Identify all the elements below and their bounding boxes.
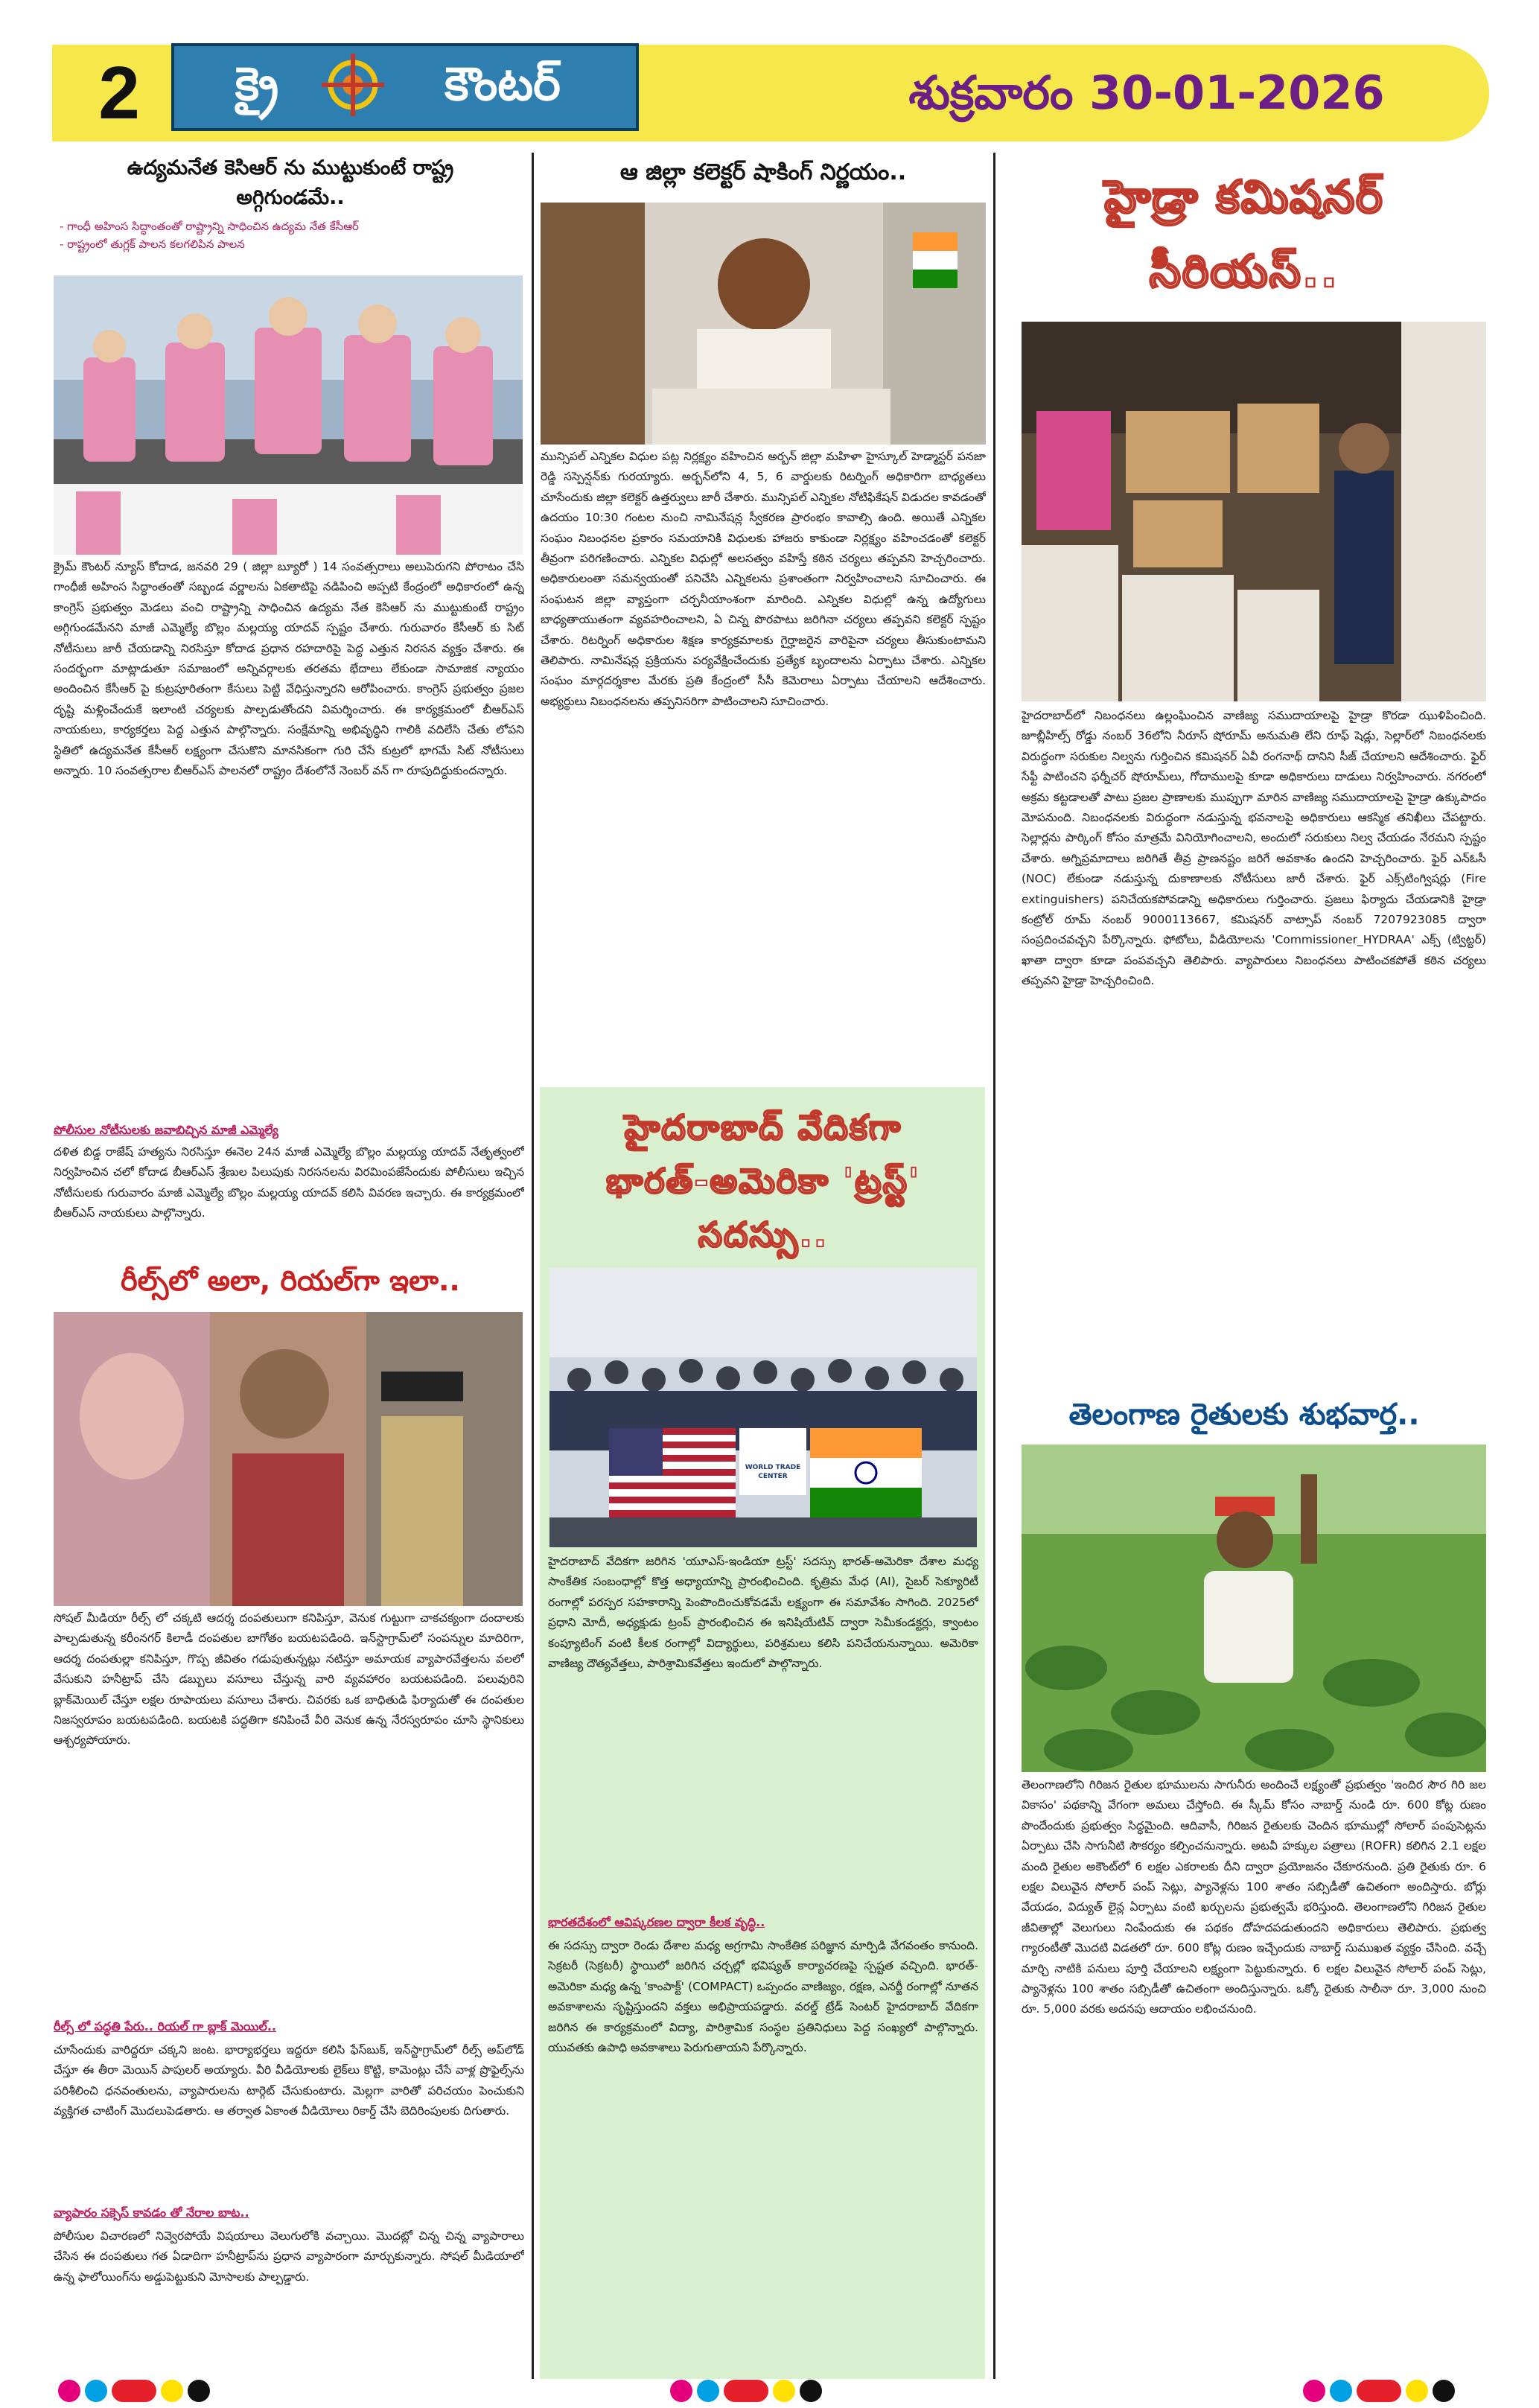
summit-body-2: ఈ సదస్సు ద్వారా రెండు దేశాల మధ్య అగ్రగామి సాంకేతిక పరిజ్ఞాన మార్పిడి వేగవంతం కానుంది. సెక్రటరీ (సెక్రటరీ) స్థాయిలో జరిగిన చర్చల్లో భవిష్యత్ కార్యాచరణపై స్పష్టత వచ్చింది. భారత్-అమెరికా మధ్య ఉన్న 'కాంపాక్ట్' (COMPACT) ఒప్పందం వాణిజ్యం, రక్షణ, ఎనర్జీ రంగాల్లో నూతన అవకాశాలను సృష్టిస్తుందని వక్తలు అభిప్రాయపడ్డారు. వరల్డ్ ట్రేడ్ సెంటర్ హైదరాబాద్ వేదికగా జరిగిన ఈ కార్యక్రమంలో విద్యా, పారిశ్రామిక సంస్థల ప్రతినిధులు పెద్ద సంఖ్యలో పాల్గొన్నారు. యువతకు ఉపాధి అవకాశాలు పెరుగుతాయని పేర్కొన్నారు.: [548, 1939, 978, 2055]
summit-group-photo: [549, 1268, 977, 1547]
print-registration-marks: [670, 2380, 826, 2402]
farmer-field-photo: [1022, 1445, 1486, 1772]
dot-cyan: [1330, 2380, 1352, 2402]
hydraa-warehouse-photo: [1022, 322, 1486, 701]
story1-subheads: [60, 217, 529, 253]
story2-subhead: రీల్స్ లో పద్ధతి పేరు.. రియల్ గా బ్లాక్ మెయిల్..: [54, 2019, 276, 2033]
crosshair-icon: [320, 52, 386, 118]
world-trade-center-banner: WORLD TRADE CENTER: [745, 1464, 801, 1480]
bar-red: [1357, 2380, 1401, 2402]
story1-subhead-2: పోలీసుల నోటీసులకు జవాబిచ్చిన మాజీ ఎమ్మెల్యే: [54, 1123, 278, 1137]
rally-photo: [54, 275, 523, 555]
bar-red: [724, 2380, 768, 2402]
headline-line: భారత్-అమెరికా 'ట్రస్ట్': [605, 1161, 921, 1201]
bar-red: [112, 2380, 156, 2402]
couple-photo: [54, 1312, 523, 1606]
dot-yellow: [1406, 2380, 1428, 2402]
hydraa-body: హైదరాబాద్‌లో నిబంధనలు ఉల్లంఘించిన వాణిజ్య సముదాయాలపై హైడ్రా కొరడా ఝుళిపించింది. జూబ్లీహిల్స్ రోడ్డు నంబర్ 36లోని నీరూస్ షోరూమ్ అనుమతి లేని రూఫ్ షెడ్లు, సెల్లార్‌లో నిబంధనలకు విరుద్ధంగా సరుకుల నిల్వను గుర్తించిన కమిషనర్ ఏవీ రంగనాథ్ దానిని సీజ్ చేయాలని ఆదేశించారు. ఫైర్ సేఫ్టీ పాటించని ఫర్నీచర్ షోరూమ్‌లు, గోదాములపై కూడా అధికారులు దాడులు నిర్వహించారు. నగరంలో అక్రమ కట్టడాలతో పాటు ప్రజల ప్రాణాలకు ముప్పుగా మారిన వాణిజ్య సముదాయాలపై హైడ్రా ఉక్కుపాదం మోపనుంది. నిబంధనలకు విరుద్ధంగా నడుస్తున్న భవనాలపై అధికారులు ఆకస్మిక తనిఖీలు చేపట్టారు. సెల్లార్లను పార్కింగ్ కోసం మాత్రమే వినియోగించాలని, అందులో సరుకులు నిల్వ చేయడం నేరమని స్పష్టం చేశారు. అగ్నిప్రమాదాలు జరిగితే తీవ్ర ప్రాణనష్టం జరిగే అవకాశం ఉందని హెచ్చరించారు. ఫైర్ ఎన్‌ఓసీ (NOC) లేకుండా నడుస్తున్న దుకాణాలకు నోటీసులు జారీ చేశారు. ఫైర్ ఎక్స్‌టింగ్విషర్లు (Fire extinguishers) పనిచేయకపోవడాన్ని అధికారులు గుర్తించారు. ప్రజలు ఫిర్యాదు చేయడానికి హైడ్రా కంట్రోల్ రూమ్ నంబర్ 9000113667, కమిషనర్ వాట్సాప్ నంబర్ 7207923085 ద్వారా సంప్రదించవచ్చని పేర్కొన్నారు. ఫోటోలు, వీడియోలను 'Commissioner_HYDRAA' ఎక్స్ (ట్విట్టర్) ఖాతా ద్వారా కూడా పంపవచ్చని తెలిపారు. వ్యాపారులు నిబంధనలు పాటించకపోతే కఠిన చర్యలు తప్పవని హైడ్రా హెచ్చరించింది.: [1022, 709, 1486, 988]
subhead: - రాష్ట్రంలో తుగ్లక్ పాలన కలగలిపిన పాలన: [60, 238, 245, 251]
collector-photo: [541, 203, 986, 445]
column-divider: [993, 153, 995, 2379]
headline-line: సదస్సు..: [698, 1214, 829, 1255]
summit-headline: [541, 1101, 986, 1261]
dot-magenta: [1303, 2380, 1325, 2402]
page-number: 2: [98, 51, 140, 135]
headline-line: ఉద్యమనేత కెసిఆర్ ను ముట్టుకుంటే రాష్ట్ర: [127, 156, 454, 179]
print-registration-marks: [1303, 2380, 1459, 2402]
dot-magenta: [58, 2380, 80, 2402]
story1-body: క్రైమ్ కౌంటర్ న్యూస్ కోదాడ, జనవరి 29 ( జిల్లా బ్యూరో ) 14 సంవత్సరాలు అలుపెరుగని పోరాటం చేసి గాంధీజీ అహింస సిద్ధాంతంతో సబ్బండ వర్ణాలను ఏకతాటిపై నడిపించి అప్పటి కేంద్రంలో అధికారంలో ఉన్న కాంగ్రెస్ ప్రభుత్వం మెడలు వంచి రాష్ట్రాన్ని సాధించిన ఉద్యమ నేత కెసిఆర్ ను ముట్టుకుంటే రాష్ట్రం అగ్గిగుండమేనని మాజీ ఎమ్మెల్యే బొల్లం మల్లయ్య యాదవ్ స్పష్టం చేశారు. గురువారం కేసీఆర్ కు సిట్ నోటీసులు జారీ చేయడాన్ని నిరసిస్తూ కోదాడ ప్రధాన రహదారిపై పెద్ద ఎత్తున నిరసన వ్యక్తం చేశారు. ఈ సందర్భంగా మాట్లాడుతూ సమాజంలో అన్నివర్గాలకు తరతమ భేదాలు లేకుండా సామాజిక న్యాయం అందించిన కేసీఆర్ పై కుట్రపూరితంగా కేసులు పెట్టి వేధిస్తున్నారని ఆరోపించారు. కాంగ్రెస్ ప్రభుత్వం ప్రజల దృష్టి మళ్లించేందుకే ఇలాంటి చర్యలకు పాల్పడుతోందని విమర్శించారు. ఈ కార్యక్రమంలో బీఆర్ఎస్ నాయకులు, కార్యకర్తలు పెద్ద ఎత్తున పాల్గొన్నారు. సంక్షేమాన్ని అభివృద్ధిని గాలికి వదిలేసి చేతు లోపని స్థితిలో ఉద్యమనేత కేసీఆర్ లక్ష్యంగా చేసుకొని మానసికంగా గురి చేసే కుట్రలో భాగమే సిట్ నోటీసులు అన్నారు. 10 సంవత్సరాల బీఆర్ఎస్ పాలనలో రాష్ట్రం దేశంలోనే నెంబర్ వన్ గా రూపుదిద్దుకుందన్నారు.: [54, 560, 524, 778]
dot-magenta: [670, 2380, 692, 2402]
collector-body: మున్సిపల్ ఎన్నికల విధుల పట్ల నిర్లక్ష్యం వహించిన అర్బన్ జిల్లా మహిళా హైస్కూల్ హెడ్మాస్టర్ పనజా రెడ్డి సస్పెన్షన్‌కు గురయ్యారు. అర్బన్‌లోని 4, 5, 6 వార్డులకు రిటర్నింగ్ అధికారిగా బాధ్యతలు చూసేందుకు జిల్లా కలెక్టర్ ఉత్తర్వులు జారీ చేశారు. మున్సిపల్ ఎన్నికల నోటిఫికేషన్ విడుదల కావడంతో ఉదయం 10:30 గంటల నుంచి నామినేషన్ల స్వీకరణ ప్రారంభం కావాల్సి ఉంది. అయితే ఎన్నికల సంఘం నిబంధనల ప్రకారం సమయానికి విధులకు హాజరు కాకుండా నిర్లక్ష్యం వహించడంతో కలెక్టర్ తీవ్రంగా పరిగణించారు. ఎన్నికల విధుల్లో అలసత్వం వహిస్తే కఠిన చర్యలు తప్పవని హెచ్చరించారు. అధికారులంతా సమన్వయంతో పనిచేసి ఎన్నికలను ప్రశాంతంగా నిర్వహించాలని సూచించారు. ఈ సంఘటన జిల్లా వ్యాప్తంగా చర్చనీయాంశంగా మారింది. ఎన్నికల విధుల్లో ఉన్న ఉద్యోగులు బాధ్యతాయుతంగా వ్యవహరించాలని, ఏ చిన్న పొరపాటు జరిగినా చర్యలు తప్పవని కలెక్టర్ స్పష్టం చేశారు. రిటర్నింగ్ అధికారుల శిక్షణ కార్యక్రమాలకు గైర్హాజరైన వారిపైనా చర్యలు తీసుకుంటామని తెలిపారు. నామినేషన్ల ప్రక్రియను పర్యవేక్షించేందుకు ప్రత్యేక బృందాలను ఏర్పాటు చేశారు. ఎన్నికల సంఘం మార్గదర్శకాల మేరకు ప్రతి కేంద్రంలో సీసీ కెమెరాలు ఏర్పాటు చేయాలని ఆదేశించారు. అభ్యర్థులు నిబంధనలను తప్పనిసరిగా పాటించాలని సూచించారు.: [541, 450, 986, 708]
dot-yellow: [773, 2380, 795, 2402]
headline-line: హైడ్రా కమిషనర్: [1104, 171, 1384, 223]
dot-yellow: [161, 2380, 183, 2402]
issue-date: శుక్రవారం 30-01-2026: [908, 66, 1385, 120]
collector-headline: ఆ జిల్లా కలెక్టర్ షాకింగ్ నిర్ణయం..: [619, 159, 907, 185]
story2-body-3: పోలీసుల విచారణలో నివ్వెరపోయే విషయాలు వెలుగులోకి వచ్చాయి. మొదట్లో చిన్న చిన్న వ్యాపారాలు చేసిన ఈ దంపతులు గత ఏడాదిగా హనీట్రాప్‌ను ప్రధాన వ్యాపారంగా మార్చుకున్నారు. సోషల్ మీడియాలో ఉన్న ఫాలోయింగ్‌ను అడ్డుపెట్టుకుని మోసాలకు పాల్పడ్డారు.: [54, 2229, 524, 2284]
farmers-body: తెలంగాణలోని గిరిజన రైతుల భూములను సాగునీరు అందించే లక్ష్యంతో ప్రభుత్వం 'ఇందిర సౌర గిరి జల వికాసం' పథకాన్ని వేగంగా అమలు చేస్తోంది. ఈ స్కీమ్ కోసం నాబార్డ్ నుండి రూ. 600 కోట్ల రుణం పొందేందుకు ప్రభుత్వం సిద్ధమైంది. ఆదివాసీ, గిరిజన రైతులకు చెందిన భూముల్లో సోలార్ పంపుసెట్లను ఏర్పాటు చేసి సాగునీటి సౌకర్యం కల్పించనున్నారు. అటవీ హక్కుల పత్రాలు (ROFR) కలిగిన 2.1 లక్షల మంది రైతుల అకౌంట్‌లో 6 లక్షల ఎకరాలకు దీని ద్వారా ప్రయోజనం చేకూరనుంది. ప్రతి రైతుకు రూ. 6 లక్షల విలువైన సోలార్ పంప్ సెట్లు, ప్యానెళ్లను 100 శాతం సబ్సిడీతో ఉచితంగా అందిస్తారు. బోర్లు వేయడం, విద్యుత్ లైన్ల ఏర్పాటు వంటి ఖర్చులను ప్రభుత్వమే భరిస్తుంది. తెలంగాణలోని గిరిజన రైతుల జీవితాల్లో వెలుగులు నింపేందుకు ఈ పథకం దోహదపడుతుందని అధికారులు తెలిపారు. ప్రభుత్వ గ్యారంటీతో మొదటి విడతలో రూ. 600 కోట్ల రుణం ఇచ్చేందుకు నాబార్డ్ సుముఖత వ్యక్తం చేసింది. వచ్చే మార్చి నాటికి పనులు పూర్తి చేయాలని లక్ష్యంగా పెట్టుకున్నారు. 6 లక్షల విలువైన సోలార్ పంప్ సెట్లు, ప్యానెళ్లను 100 శాతం సబ్సిడీతో ఉచితంగా అందిస్తున్నారు. ఒక్కో రైతుకు సాలీనా రూ. 3,000 నుంచి రూ. 5,000 వరకు అదనపు ఆదాయం లభించనుంది.: [1022, 1778, 1486, 2016]
headline-line: సీరియస్..: [1149, 246, 1339, 298]
story1-headline: [52, 153, 529, 213]
summit-body: హైదరాబాద్ వేదికగా జరిగిన 'యూఎస్-ఇండియా ట్రస్ట్' సదస్సు భారత్-అమెరికా దేశాల మధ్య సాంకేతిక సంబంధాల్లో కొత్త అధ్యాయాన్ని ప్రారంభించింది. కృత్రిమ మేధ (AI), సైబర్ సెక్యూరిటీ రంగాల్లో పరస్పర సహకారాన్ని పెంపొందించుకోవడమే లక్ష్యంగా ఈ సమావేశం సాగింది. 2025లో ప్రధాని మోదీ, అధ్యక్షుడు ట్రంప్ ప్రారంభించిన ఈ ఇనిషియేటివ్ ద్వారా సెమీకండక్టర్లు, క్వాంటం కంప్యూటింగ్ వంటి కీలక రంగాల్లో విద్యార్థులు, పరిశ్రమలు కలిసి పనిచేయనున్నాయి. అమెరికా వాణిజ్య దౌత్యవేత్తలు, పారిశ్రామికవేత్తలు ఇందులో పాల్గొన్నారు.: [548, 1555, 978, 1671]
story2-headline: రీల్స్‌లో అలా, రియల్‌గా ఇలా..: [121, 1264, 460, 1297]
dot-cyan: [85, 2380, 107, 2402]
dot-black: [800, 2380, 822, 2402]
print-registration-marks: [58, 2380, 214, 2402]
story1-body-2: దళిత బిడ్డ రాజేష్ హత్యను నిరసిస్తూ ఈనెల 24న మాజీ ఎమ్మెల్యే బొల్లం మల్లయ్య యాదవ్ నేతృత్వంలో నిర్వహించిన చలో కోదాడ బీఆర్ఎస్ శ్రేణుల పిలుపుకు నిరసనలను విరమింపజేసేందుకు పోలీసులు ఇచ్చిన నోటీసులకు గురువారం మాజీ ఎమ్మెల్యే బొల్లం మల్లయ్య యాదవ్ కలిసి వివరణ ఇచ్చారు. ఈ కార్యక్రమంలో బీఆర్ఎస్ నాయకులు పాల్గొన్నారు.: [54, 1145, 524, 1220]
dot-black: [1433, 2380, 1455, 2402]
brand-name-left: క్రై: [235, 57, 279, 111]
story2-body: సోషల్ మీడియా రీల్స్ లో చక్కటి ఆదర్శ దంపతులుగా కనిపిస్తూ, వెనుక గుట్టుగా చాకచక్యంగా దందాలకు పాల్పడుతున్న కరీంనగర్ కిలాడీ దంపతుల బాగోతం బయటపడింది. ఇన్‌స్టాగ్రామ్‌లో సంపన్నుల మాదిరిగా, ఆదర్శ దంపతుల్లా కనిపిస్తూ, గొప్ప జీవితం గడుపుతున్నట్లు నటిస్తూ అమాయక వ్యాపారవేత్తలను వలలో వేసుకుని హనీట్రాప్ చేసి డబ్బులు వసూలు చేస్తున్న వారి వ్యవహారం బయటపడింది. పలువురిని బ్లాక్‌మెయిల్ చేస్తూ లక్షల రూపాయలు వసూలు చేశారు. చివరకు ఒక బాధితుడి ఫిర్యాదుతో ఈ దంపతుల నిజస్వరూపం బయటపడింది. బయటకి పద్ధతిగా కనిపించే వీరి వెనుక ఉన్న నేరస్వరూపం చూసి స్థానికులు ఆశ్చర్యపోయారు.: [54, 1611, 524, 1748]
headline-line: అగ్గిగుండమే..: [236, 186, 345, 209]
headline-line: హైదరాబాద్ వేదికగా: [624, 1107, 902, 1147]
story2-body-2: చూసేందుకు వారిద్దరూ చక్కని జంట. భార్యాభర్తలు ఇద్దరూ కలిసి ఫేస్‌బుక్, ఇన్‌స్టాగ్రామ్‌లో రీల్స్ అప్‌లోడ్ చేస్తూ ఈ తీరా మెయిన్ పాపులర్ అయ్యారు. వీరి వీడియోలకు లైక్‌లు కొట్టి, కామెంట్లు చేసే వాళ్ల ప్రొఫైల్స్‌ను పరిశీలించి ధనవంతులను, వ్యాపారులను టార్గెట్ చేసుకుంటారు. మెల్లగా వారితో పరిచయం పెంచుకుని వ్యక్తిగత చాటింగ్ మొదలుపెడతారు. ఆ తర్వాత ఏకాంత వీడియోలు రికార్డ్ చేసి బెదిరింపులకు దిగుతారు.: [54, 2043, 524, 2118]
farmers-headline: తెలంగాణ రైతులకు శుభవార్త..: [1068, 1398, 1420, 1432]
subhead: - గాంధీ అహింస సిద్ధాంతంతో రాష్ట్రాన్ని సాధించిన ఉద్యమ నేత కేసీఆర్: [60, 220, 359, 233]
dot-black: [188, 2380, 210, 2402]
story2-subhead-2: వ్యాపారం సక్సెస్ కావడం తో నేరాల బాట..: [54, 2205, 249, 2220]
dot-cyan: [697, 2380, 719, 2402]
hydraa-headline: [999, 160, 1489, 309]
column-divider: [532, 153, 534, 2379]
brand-name-right: కౌంటర్: [445, 57, 561, 111]
summit-subhead: భారతదేశంలో ఆవిష్కరణల ద్వారా కీలక వృద్ధి..: [548, 1915, 765, 1929]
